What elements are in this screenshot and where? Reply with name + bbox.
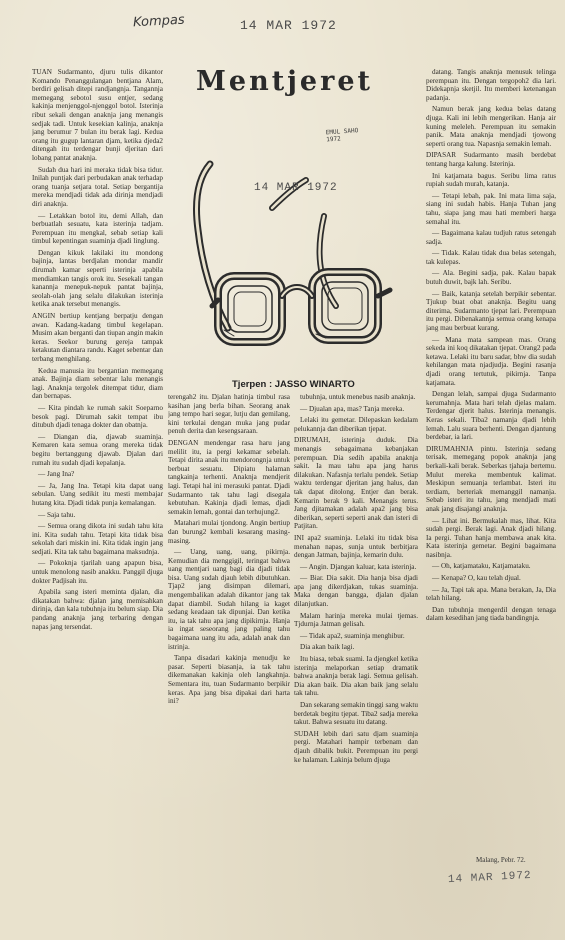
- paragraph: — Ja, Tapi tak apa. Mana berakan, Ja, Dia telah hilang.: [426, 585, 556, 603]
- paragraph: DIRUMAHNJA pintu. Isterinja sedang terisak, memegang popok anaknja jang berkali-kali berak. Seberkas tjahaja bertemu. Mulut mereka membentuk kalimat. Meskipun semuanja terlambat. Isteri itu terdiam, berteriak memanggil namanja. Sebab isteri itu tahu, jang mendjadi mati anak jang disajangi anaknja.: [426, 444, 556, 513]
- paragraph: — Mana mata sampean mas. Orang sekeda ini koq dikatakan tjepat. Orang2 pada ketawa. Lelaki itu baru sadar, bhw dia sudah kehilangan mata njadjudja. Begini rasanja djadi orang tertutuk, pikirnja. Tanpa katjamata.: [426, 335, 556, 387]
- paragraph: TUAN Sudarmanto, djuru tulis dikantor Komando Penanggulangan bentjana Alam, berdiri gelisah ditepi randjangnja. Tangannja memegang sebotol susu entjer, sedang kakinja menjenggol-njenggol botol. Isterinja ribut sekali dengan anaknja jang menangis sedjak tadi. Untuk kesekian kalinja, anaknja jang berumur 7 bulan itu berak lagi. Kedua orang itu gugup lantaran djam, ketika djeda2 ditengah itu terdengar bunji djeritan dari lobang pantat anaknja.: [32, 68, 163, 162]
- article-title: Mentjeret: [196, 66, 373, 97]
- paragraph: — Uang, uang, uang, pikirnja. Kemudian dia menggigil, teringat bahwa uang mentjari uang bagi dia djadi tidak bisa. Uang sudah djauh lebih dibutuhkan. Tjap2 jang disimpan dilemari, mengembalikan adalah dikantor jang tak dapat diambil. Sudah hilang ia kaget sedang keadaan tak dipunjai. Dan ketika itu, ia tak tahu apa jang dipikirnja. Hanja ia ingat seseorang jang paling tahu bagaimana uang itu ada, adalah anak dan istrinja.: [168, 548, 290, 651]
- illustration-caption: Tjerpen : JASSO WINARTO: [232, 379, 355, 390]
- paragraph: datang. Tangis anaknja menusuk telinga perempuan itu. Dengan tergopoh2 dia lari. Didekapnja sketjil. Itu memberi ketenangan padanja.: [426, 68, 556, 102]
- paragraph: — Diangan dia, djawab suaminja. Kemaren kata semua orang mereka tidak begitu bertanggung djawab. Djalan dari rumah itu sudah djadi kepalanja.: [32, 432, 163, 467]
- paragraph: — Tidak. Kalau tidak dua belas setengah, tak kulepas.: [426, 249, 556, 266]
- paragraph: Matahari mulai tjondong. Angin bertiup dan burung2 kembali kesarang masing-masing.: [168, 519, 290, 545]
- paragraph: Ini katjamata bagus. Seribu lima ratus rupiah sudah murah, katanja.: [426, 171, 556, 189]
- paragraph: — Biar. Dia sakit. Dia hanja bisa djadi apa jang dikerdjakan, tukas suaminja. Maka dengan bangga, djalan djalan dilanjutkan.: [294, 574, 418, 609]
- paragraph: — Saja tahu.: [38, 510, 76, 519]
- source-handwritten: Kompas: [132, 12, 186, 31]
- paragraph: terengah2 itu. Djalan hatinja timbul rasa kasihan jang berla bihan. Seorang anak jang tempo hari segar, lutju dan gemilang, kini terkulai dengan muka jang pudar penuh derita dan kesengsaraan.: [168, 393, 290, 436]
- paragraph: — Lihat ini. Bermukalah mas, lihat. Kita sudah pergi. Berak lagi. Anak djadi hilang. Ia pergi. Tuhan hanja membawa anak kita. Kata isterinja gemetar. Begini bagaimana nasibnja.: [426, 516, 556, 559]
- paragraph: DIPASAR Sudarmanto masih berdebat tentang harga kalung. Isterinja.: [426, 151, 556, 168]
- paragraph: ANGIN bertiup kentjang berpatju dengan awan. Kadang-kadang timbul kegelapan. Musim akan berganti dan tiupan angin makin keras. Seekor burung gereja tampak ketakutan diantara randu. Kaget sebentar dan terbang menghilang.: [32, 312, 163, 363]
- paragraph: — Kenapa? O, kau telah djual.: [432, 574, 521, 583]
- paragraph: Lelaki itu gemetar. Dilepaskan kedalam pelukannja dan diberikan tjepat.: [294, 416, 418, 433]
- column-2: [168, 393, 290, 933]
- column-3: [294, 393, 418, 933]
- paragraph: — Pokoknja tjarilah uang apapun bisa, untuk menolong nasib anakku. Panggil djuga dokter Padjisah itu.: [32, 559, 163, 585]
- paragraph: Dan tubuhnja mengerdil dengan tenaga dalam kesedihan jang tiada bandingnja.: [426, 605, 556, 623]
- paragraph: Dengan lelah, sampai djuga Sudarmanto kerumahnja. Mata hari telah djelas malam. Terdengar djerit halus. Isterinja menangis. Keras sekali. Tiba2 namanja djadi lebih lemah. Lalu suara berhenti. Dengan djantung berdebar, ia lari.: [426, 390, 556, 442]
- paragraph: Malam harinja mereka mulai tjemas. Tjdurnja Jatman gelisah.: [294, 611, 418, 629]
- paragraph: Apabila sang isteri meminta djalan, dia dikatakan bahwa: djalan jang memisahkan dirinja, dan kala tubuhnja itu belum siap. Dia pandang anaknja jang terbaring dengan napas jang tersendat.: [32, 588, 163, 631]
- column-4: [426, 68, 556, 868]
- paragraph: SUDAH lebih dari satu djam suaminja pergi. Matahari hampir terbenam dan djauh dibalik bukit. Perempuan itu pergi ke halaman. Lakinja belum djuga: [294, 729, 418, 764]
- illustration-date-stamp: 14 MAR 1972: [254, 182, 338, 194]
- paragraph: Itu biasa, tebak suami. Ia djengkel ketika isterinja melaporkan setiap dramatik bahwa anaknja berak lagi. Semua gelisah. Dia akan baik. Dia akan baik jang selalu tak tahu.: [294, 655, 418, 698]
- paragraph: — Djualan apa, mas? Tanja mereka.: [300, 404, 405, 413]
- paragraph: — Kita pindah ke rumah sakit Soeparno besok pagi. Dirumah sakit tempat ibu ditubuh djadi tenaga dokter dan obatnja.: [32, 403, 163, 430]
- paragraph: — Letakkan botol itu, demi Allah, dan berbuatlah sesuatu, kata isterinja tadjam. Perempuan itu mengkal, sebab setiap kali timbul kepentingan suaminja djadi linglung.: [32, 211, 163, 246]
- paragraph: — Angin. Djangan kaluar, kata isterinja.: [300, 562, 417, 571]
- paragraph: Dan sekarang semakin tinggi sang waktu berdetak begitu tjepat. Tiba2 sadja mereka takut. Bahwa sesuatu itu datang.: [294, 701, 418, 727]
- paragraph: INI apa2 suaminja. Lelaki itu tidak bisa menahan napas, sunja untuk berbitjara dengan Jatman, bajinja, kemarin dulu.: [294, 533, 418, 560]
- paragraph: — Semua orang dikota ini sudah tahu kita ini. Kita sudah tahu. Tetapi kita tidak bisa sekolah dari miskin ini. Kita tidak ingin jang sedjati. Kita tak tahu bagaimana maksudnja.: [32, 522, 163, 556]
- paragraph: — Jang Ina?: [38, 470, 75, 479]
- artist-signature: EMUL SAHO 1972: [325, 127, 359, 144]
- paragraph: — Baik, katanja setelah berpikir sebentar. Tjukup buat obat anaknja. Begitu uang diterima, Sudarmanto tjepat lari. Perempuan itu pergi. Dibenakannja semua orang kenapa jang mau berbuat kurang.: [426, 289, 556, 333]
- paragraph: Namun berak jang kedua belas datang djuga. Kali ini lebih mengerikan. Hanja air kuning meleleh. Perempuan itu semakin panik. Mata anaknja mendjadi tjowong seperti orang tua. Napasnja semakin lemah.: [426, 105, 556, 148]
- paragraph: Sudah dua hari ini meraka tidak bisa tidur. Inilah puntjak dari perbudakan anak terhadap orang tuanja setjara total. Setiap bergantija mereka mendjadi tidak ada dirinja mendjadi diri anaknja.: [32, 165, 163, 208]
- paragraph: tubuhnja, untuk menebus nasib anaknja.: [300, 393, 416, 401]
- paragraph: — Ja, Jang Ina. Tetapi kita dapat uang sebulan. Uang sedikit itu mesti membajar hutang kita. Djadi tidak punja kemalangan.: [32, 481, 163, 507]
- dateline: Malang, Pebr. 72.: [476, 856, 526, 864]
- column-1: [32, 68, 163, 934]
- paragraph: Dengan kikuk lakilaki itu mondong bajinja, lantas berdjalan mondar mandir dirumah kamar seperti isterinja apabila mendiamkan tangis orok itu. Sesekali tangan kanannja menepuk-nepuk pantat bajinja, seolah-olah jang selalu dilakukan isterinja ketika anak tersebut menangis.: [32, 248, 163, 309]
- paragraph: — Ala. Begini sadja, pak. Kalau bapak butuh duwit, bajk lah. Seribu.: [426, 269, 556, 287]
- paragraph: DIRUMAH, isterinja duduk. Dia menangis sebagaimana kebanjakan perempuan. Dia sedih apabila anaknja sakit. Ia mau tahu apa jang harus dilakukan. Nafasnja terlalu pendek. Setiap waktu terdengar djeritan jang halus, dan tak dapat ditolong. Entjer dan berak. Kemarin berak 9 kali. Menangis terus. Jang djitamakan adalah apa2 jang bisa diberikan, seperti seperti anak dan isteri di Patjitan.: [294, 436, 418, 531]
- paragraph: DENGAN mendengar rasa haru jang melilit itu, ia pergi kekamar sebelah. Tetapi dirita anak itu mendorongnja untuk berbuat sesuatu. Dipiatu halaman tangkainja terhenti. Anaknja mendjerit lagi. Tetapi hal ini merasuki pantat. Djadi Sudarmanto tak tahu lagi disegala kebutuhan. Kakinja djadi lemas, djadi semakin lemah, gontai dan terhujung2.: [168, 438, 290, 516]
- date-stamp-top: 14 MAR 1972: [240, 18, 337, 33]
- date-stamp-bottom: 14 MAR 1972: [447, 869, 532, 887]
- eyeglasses-drawing: [176, 100, 402, 370]
- paragraph: — Bagaimana kalau tudjuh ratus setengah sadja.: [426, 229, 556, 246]
- glasses-illustration: [176, 100, 402, 370]
- paragraph: Kedua manusia itu bergantian memegang anak. Bajinja diam sebentar lalu menangis lagi. Anaknja tergolek ditempat tidur, diam dan bernapas.: [32, 366, 163, 401]
- paragraph: Dia akan baik lagi.: [300, 643, 355, 652]
- paragraph: — Tidak apa2, suaminja menghibur.: [300, 631, 405, 640]
- paragraph: — Oh, katjamataku, Katjamataku.: [432, 562, 531, 571]
- paragraph: Tanpa disadari kakinja menudju ke pasar. Seperti biasanja, ia tak tahu dikemanakan kakinja oleh langkahnja. Sementara itu, tuan Sudarmanto berpikir keras. Apa jang bisa dipakai dari harta ini?: [168, 654, 290, 706]
- paragraph: — Tetapi lebah, pak. Ini mata lima saja, siang ini sudah habis. Hanja Tuhan jang tahu, siapa jang mau hati memberi harga semahal itu.: [426, 191, 556, 226]
